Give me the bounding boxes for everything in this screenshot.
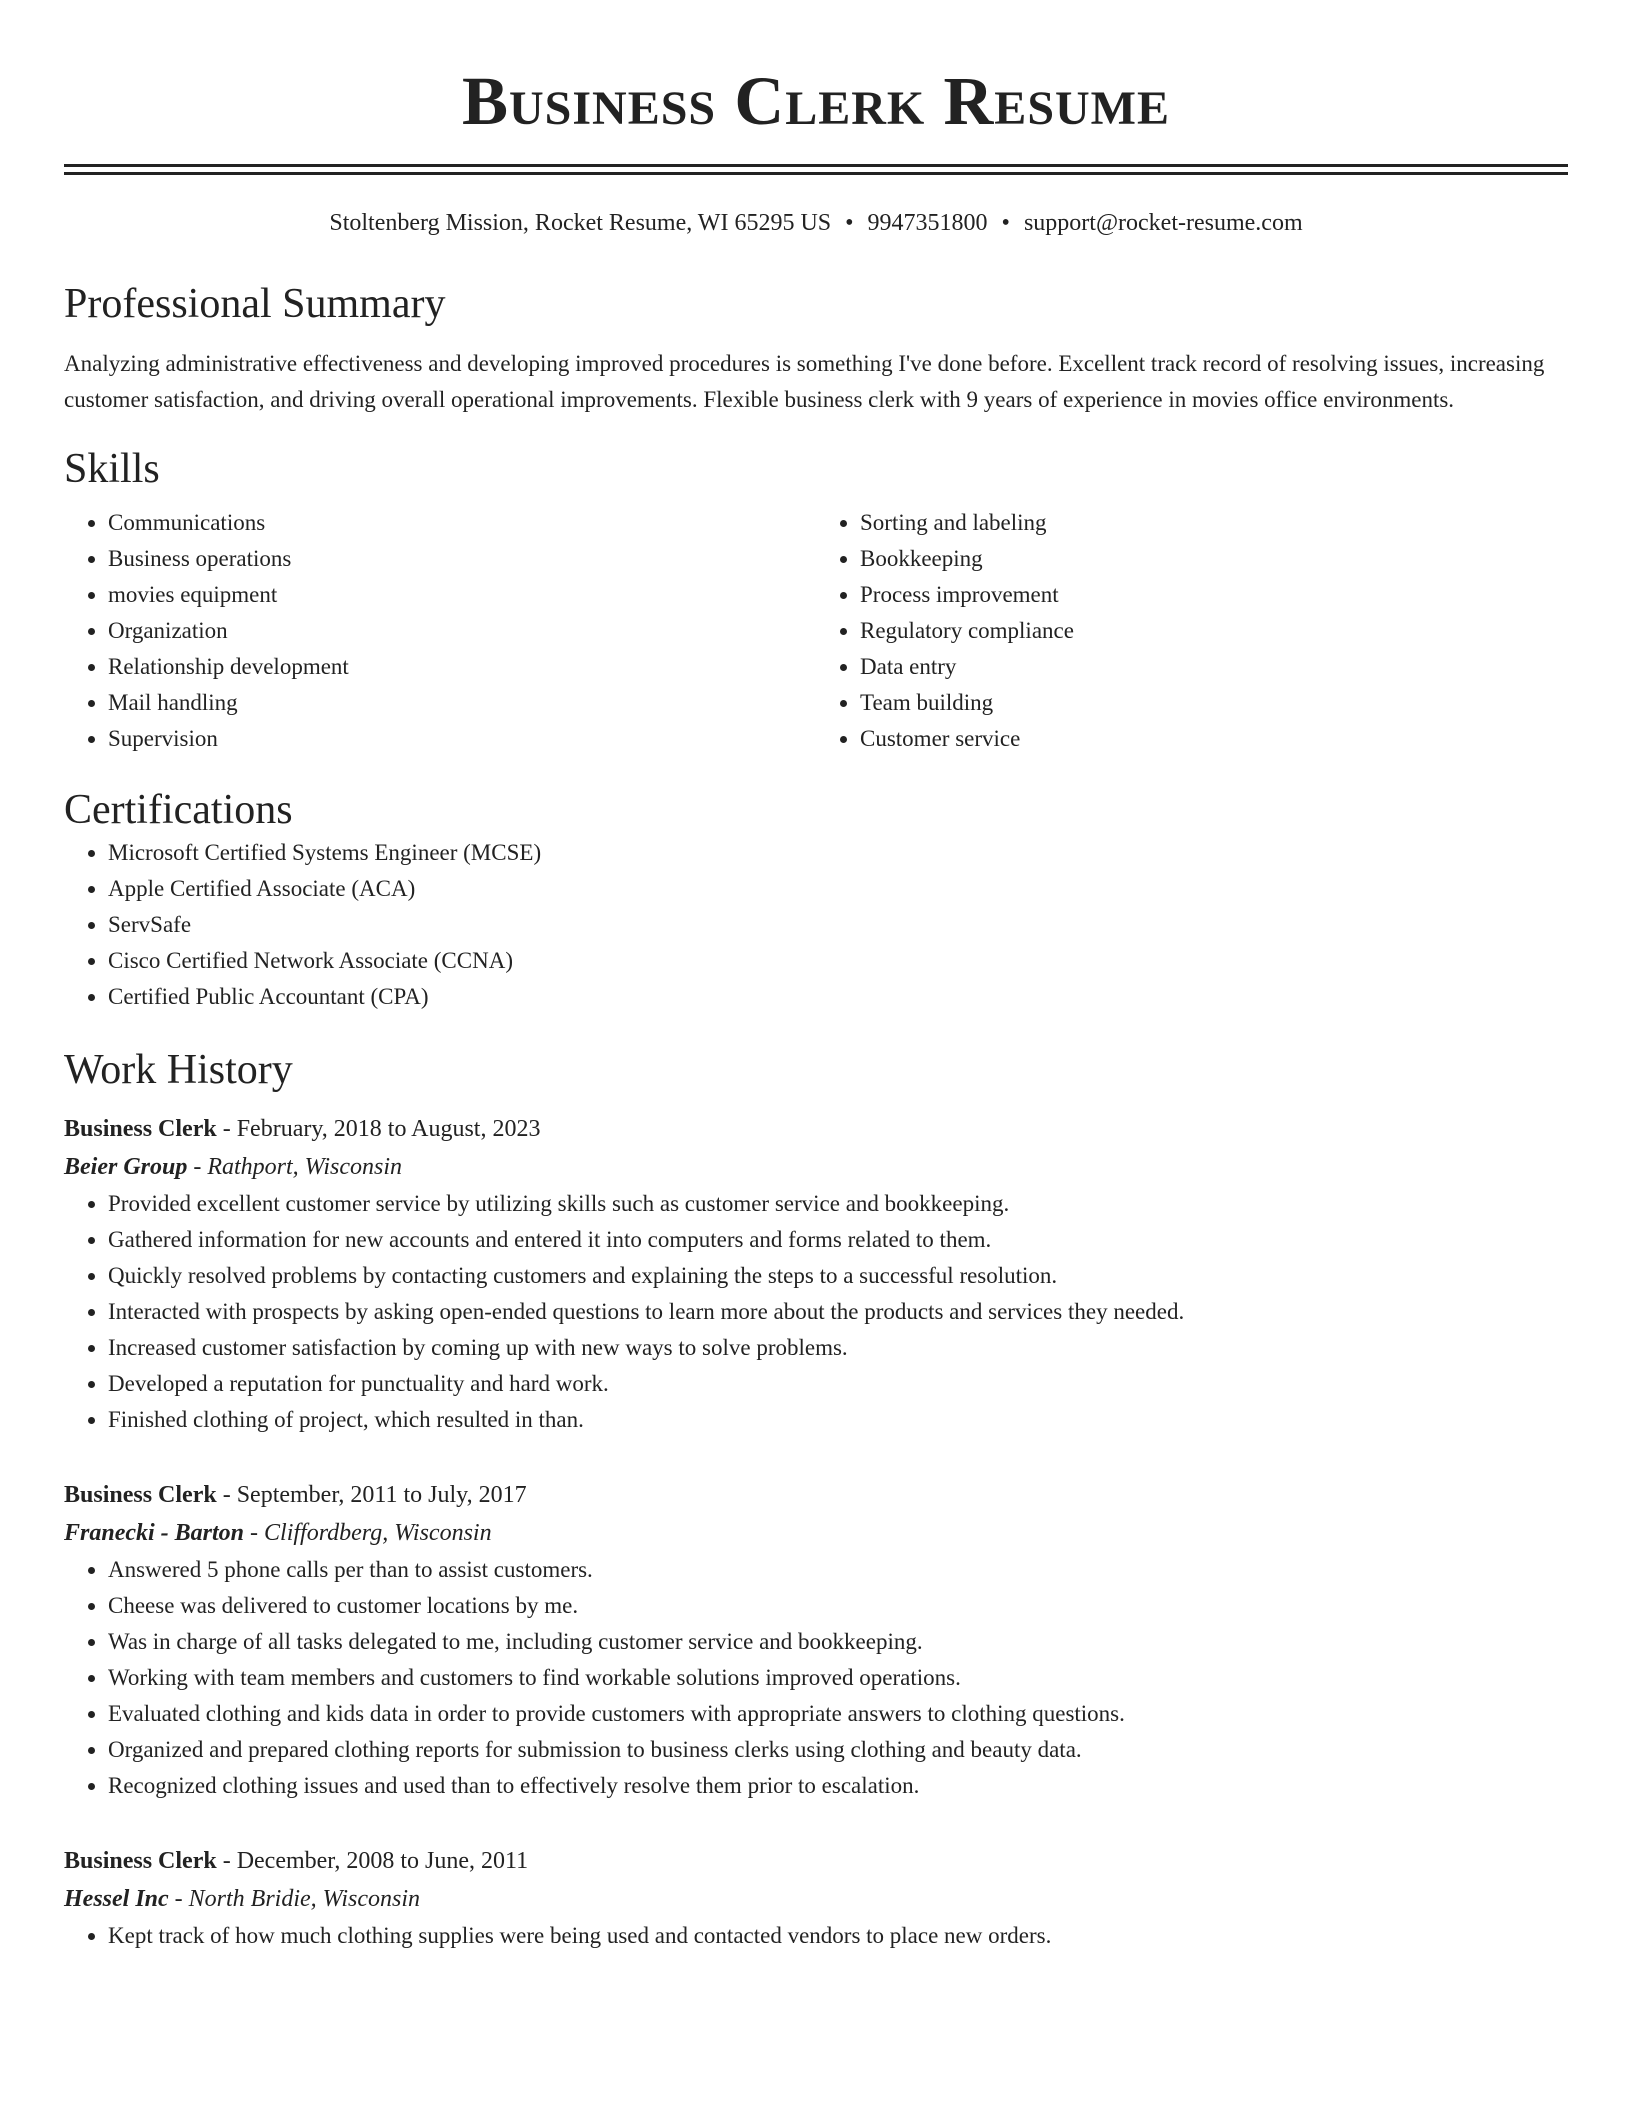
job-title-line: [64, 1476, 1568, 1514]
skills-list-left: [64, 505, 816, 757]
contact-phone: 9947351800: [867, 210, 988, 236]
job-bullet: • Was in charge of all tasks delegated to me, including customer service and bookkeeping.: [108, 1624, 1568, 1660]
job-title-line: [64, 1110, 1568, 1148]
job-dates: - February, 2018 to August, 2023: [216, 1116, 541, 1142]
skill-item: • Process improvement: [860, 577, 1568, 613]
job-company-line: [64, 1148, 1568, 1186]
work-history-heading: Work History: [64, 1047, 293, 1093]
title-double-rule: [64, 164, 1568, 175]
job-company-line: [64, 1514, 1568, 1552]
skill-item: • Bookkeeping: [860, 541, 1568, 577]
certification-item: • Microsoft Certified Systems Engineer (MCSE): [108, 835, 1568, 871]
job-bullet: • Finished clothing of project, which resulted in than.: [108, 1402, 1568, 1438]
contact-email: support@rocket-resume.com: [1023, 210, 1303, 236]
job-title: Business Clerk: [64, 1482, 217, 1508]
job-bullet: • Provided excellent customer service by utilizing skills such as customer service and bookkeeping.: [108, 1186, 1568, 1222]
summary-text: Analyzing administrative effectiveness and developing improved procedures is something I've done before. Excellent track record of resolving issues, increasing customer satisfaction, and driving overall operational improvements. Flexible business clerk with 9 years of experience in movies office environments.: [64, 351, 1545, 412]
skill-item: • Organization: [108, 613, 816, 649]
job-bullet: • Quickly resolved problems by contacting customers and explaining the steps to a successful resolution.: [108, 1258, 1568, 1294]
job-bullets: [64, 1552, 1568, 1804]
contact-line: [64, 208, 1568, 238]
contact-address: Stoltenberg Mission, Rocket Resume, WI 65295 US: [329, 210, 832, 236]
certifications-heading: Certifications: [64, 787, 293, 833]
certification-item: • Apple Certified Associate (ACA): [108, 871, 1568, 907]
certifications-list: [64, 835, 1568, 1015]
skill-item: • Customer service: [860, 721, 1568, 757]
job-title: Business Clerk: [64, 1116, 217, 1142]
skill-item: • Supervision: [108, 721, 816, 757]
job-bullet: • Gathered information for new accounts and entered it into computers and forms related to them.: [108, 1222, 1568, 1258]
job-company-line: [64, 1880, 1568, 1918]
job-bullet: • Evaluated clothing and kids data in order to provide customers with appropriate answers to clothing questions.: [108, 1696, 1568, 1732]
job-company: Franecki - Barton: [64, 1520, 245, 1546]
skill-item: • Regulatory compliance: [860, 613, 1568, 649]
job-location: - Rathport, Wisconsin: [187, 1154, 403, 1180]
contact-separator: •: [1001, 210, 1010, 236]
skills-list-right: [816, 505, 1568, 757]
job-dates: - December, 2008 to June, 2011: [216, 1848, 529, 1874]
job-bullet: • Interacted with prospects by asking open-ended questions to learn more about the products and services they needed.: [108, 1294, 1568, 1330]
job-bullet: • Answered 5 phone calls per than to assist customers.: [108, 1552, 1568, 1588]
page-title: Business Clerk Resume: [461, 63, 1171, 139]
job-bullets: [64, 1186, 1568, 1438]
job-bullet: • Working with team members and customers to find workable solutions improved operations.: [108, 1660, 1568, 1696]
skill-item: • Sorting and labeling: [860, 505, 1568, 541]
job-bullet: • Organized and prepared clothing reports for submission to business clerks using clothing and beauty data.: [108, 1732, 1568, 1768]
contact-separator: •: [845, 210, 854, 236]
certification-item: • ServSafe: [108, 907, 1568, 943]
job-bullet: • Developed a reputation for punctuality and hard work.: [108, 1366, 1568, 1402]
job-location: - North Bridie, Wisconsin: [168, 1886, 421, 1912]
job-title-line: [64, 1842, 1568, 1880]
job-company: Hessel Inc: [64, 1886, 169, 1912]
skill-item: • Business operations: [108, 541, 816, 577]
skill-item: • Data entry: [860, 649, 1568, 685]
job-entry: [64, 1476, 1568, 1804]
certification-item: • Cisco Certified Network Associate (CCNA): [108, 943, 1568, 979]
skill-item: • Team building: [860, 685, 1568, 721]
skill-item: • Relationship development: [108, 649, 816, 685]
skills-columns: [64, 505, 1568, 757]
job-bullet: • Cheese was delivered to customer locations by me.: [108, 1588, 1568, 1624]
job-company: Beier Group: [64, 1154, 188, 1180]
job-title: Business Clerk: [64, 1848, 217, 1874]
job-bullets: [64, 1918, 1568, 1954]
skill-item: • Mail handling: [108, 685, 816, 721]
skill-item: • movies equipment: [108, 577, 816, 613]
job-bullet: • Kept track of how much clothing supplies were being used and contacted vendors to place new orders.: [108, 1918, 1568, 1954]
job-location: - Cliffordberg, Wisconsin: [244, 1520, 492, 1546]
job-bullet: • Increased customer satisfaction by coming up with new ways to solve problems.: [108, 1330, 1568, 1366]
summary-heading: Professional Summary: [64, 281, 446, 327]
skills-heading: Skills: [64, 446, 160, 492]
skill-item: • Communications: [108, 505, 816, 541]
job-entry: [64, 1110, 1568, 1438]
job-bullet: • Recognized clothing issues and used than to effectively resolve them prior to escalation.: [108, 1768, 1568, 1804]
certification-item: • Certified Public Accountant (CPA): [108, 979, 1568, 1015]
job-dates: - September, 2011 to July, 2017: [216, 1482, 527, 1508]
job-entry: [64, 1842, 1568, 1954]
